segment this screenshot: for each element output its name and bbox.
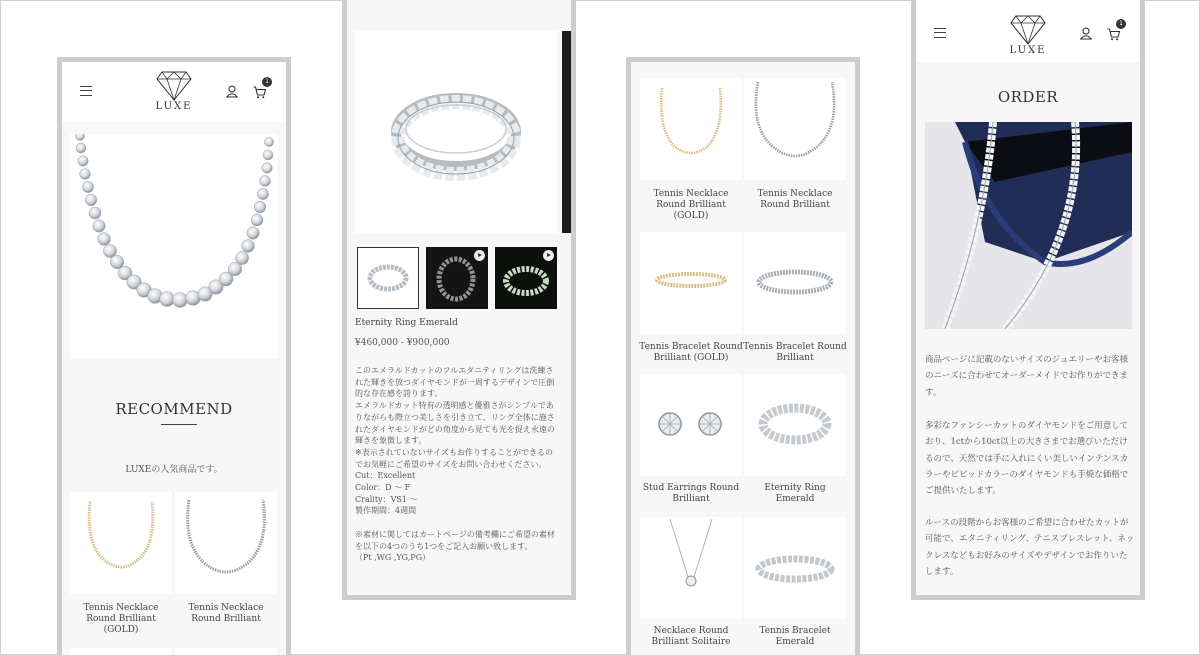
order-paragraph-1: 商品ページに記載のないサイズのジュエリーやお客様のニーズに合わせてオーダーメイドでお作りができます。 (925, 355, 1128, 398)
product-name[interactable]: Stud Earrings Round Brilliant (642, 483, 740, 504)
cart-icon (253, 86, 266, 99)
product-name[interactable]: Tennis Necklace Round Brilliant (GOLD) (83, 603, 159, 635)
play-icon (543, 250, 554, 261)
order-image (925, 122, 1132, 329)
section-subtitle: LUXEの人気商品です。 (125, 465, 223, 475)
cart-button[interactable] (253, 78, 269, 103)
product-description: このエメラルドカットのフルエタニティリングは洗練された輝きを放つダイヤモンドが一周するデザインで圧倒的な存在感を誇ります。 エメラルドカット特有の透明感と優雅さがシンプルでありながらも際立つ美しさを引き立て、リング全体に施されたダイヤモンドがどの角度から見ても光を捉え永遠の輝きを象徴します。 ※表示されていないサイズもお作りすることができるのでお気軽にご希望のサイズをお問い合わせください。 Cut：Excellent Color：D 〜 F Crality：VS1 〜 製作期間：4週間 ※素材に関してはカートページの備考欄にご希望の素材を以下の4つのうち1つをご記入お願い致します。 （Pt ,WG ,YG,PG） (355, 366, 555, 563)
site-logo[interactable] (144, 70, 204, 112)
product-name[interactable]: Tennis Necklace Round Brilliant (757, 189, 833, 210)
thumbnail-3-video[interactable] (495, 247, 557, 309)
product-name[interactable]: Tennis Necklace Round Brilliant (GOLD) (653, 189, 729, 221)
phone-catalog-screen (626, 57, 860, 655)
thumbnail-1[interactable] (357, 247, 419, 309)
order-title: ORDER (997, 88, 1059, 106)
play-icon (474, 250, 485, 261)
product-image-gold-necklace[interactable] (640, 78, 742, 180)
product-name[interactable]: Tennis Bracelet Round Brilliant (GOLD) (639, 342, 743, 363)
product-title: Eternity Ring Emerald (355, 318, 458, 328)
product-name[interactable]: Eternity Ring Emerald (764, 483, 826, 504)
logo-text: LUXE (155, 101, 193, 112)
product-image-gold-necklace[interactable] (70, 492, 172, 594)
product-image-stud-earrings[interactable] (640, 374, 742, 476)
product-image-emerald-bracelet[interactable] (744, 517, 846, 619)
next-image-peek[interactable] (562, 31, 576, 233)
site-logo[interactable] (998, 14, 1058, 56)
title-divider (161, 424, 197, 425)
phone-home-screen (57, 57, 291, 655)
product-image-silver-necklace[interactable] (744, 78, 846, 180)
product-name[interactable]: Tennis Necklace Round Brilliant (188, 603, 264, 624)
menu-icon[interactable] (80, 86, 92, 96)
cart-icon (1107, 28, 1120, 41)
menu-icon[interactable] (934, 28, 946, 38)
site-header (916, 0, 1140, 62)
order-paragraph-3: ルースの段階からお客様のご希望に合わせたカットが可能で、エタニティリング、テニスブレスレット、ネックレスなどもお好みのサイズやデザインでお作りいたします。 (925, 518, 1135, 577)
product-name[interactable]: Tennis Bracelet Emerald (759, 626, 831, 647)
product-image-silver-necklace[interactable] (175, 492, 277, 594)
diamond-logo-icon (156, 70, 192, 101)
product-price: ¥460,000 - ¥900,000 (355, 338, 450, 348)
product-image-solitaire-necklace[interactable] (640, 517, 742, 619)
phone-product-detail-screen (342, 0, 576, 600)
phone-order-screen (911, 0, 1145, 600)
order-paragraph-2: 多彩なファンシーカットのダイヤモンドをご用意しており、1ctから10ct以上の大きさまでお選びいただけるので、天然では手に入れにくい美しいインテンスカラーやビビッドカラーのダイヤモンドも手焼な価格でご提供いたします。 (925, 421, 1129, 497)
cart-count-badge: 1 (262, 77, 272, 87)
user-icon[interactable] (1080, 27, 1092, 40)
site-header (62, 62, 286, 122)
cart-button[interactable] (1107, 20, 1123, 45)
hero-necklace-image[interactable] (70, 134, 278, 359)
thumbnail-2-video[interactable] (426, 247, 488, 309)
section-title: RECOMMEND (115, 400, 233, 418)
diamond-logo-icon (1010, 14, 1046, 45)
logo-text: LUXE (1009, 45, 1047, 56)
product-image[interactable] (175, 648, 277, 655)
product-image-gold-bracelet[interactable] (640, 232, 742, 334)
product-name[interactable]: Tennis Bracelet Round Brilliant (743, 342, 847, 363)
user-icon[interactable] (226, 85, 238, 98)
product-image-silver-bracelet[interactable] (744, 232, 846, 334)
product-image-eternity-ring[interactable] (744, 374, 846, 476)
cart-count-badge: 1 (1116, 19, 1126, 29)
product-main-image[interactable] (355, 31, 557, 233)
product-name[interactable]: Necklace Round Brilliant Solitaire (651, 626, 731, 647)
product-image[interactable] (70, 648, 172, 655)
